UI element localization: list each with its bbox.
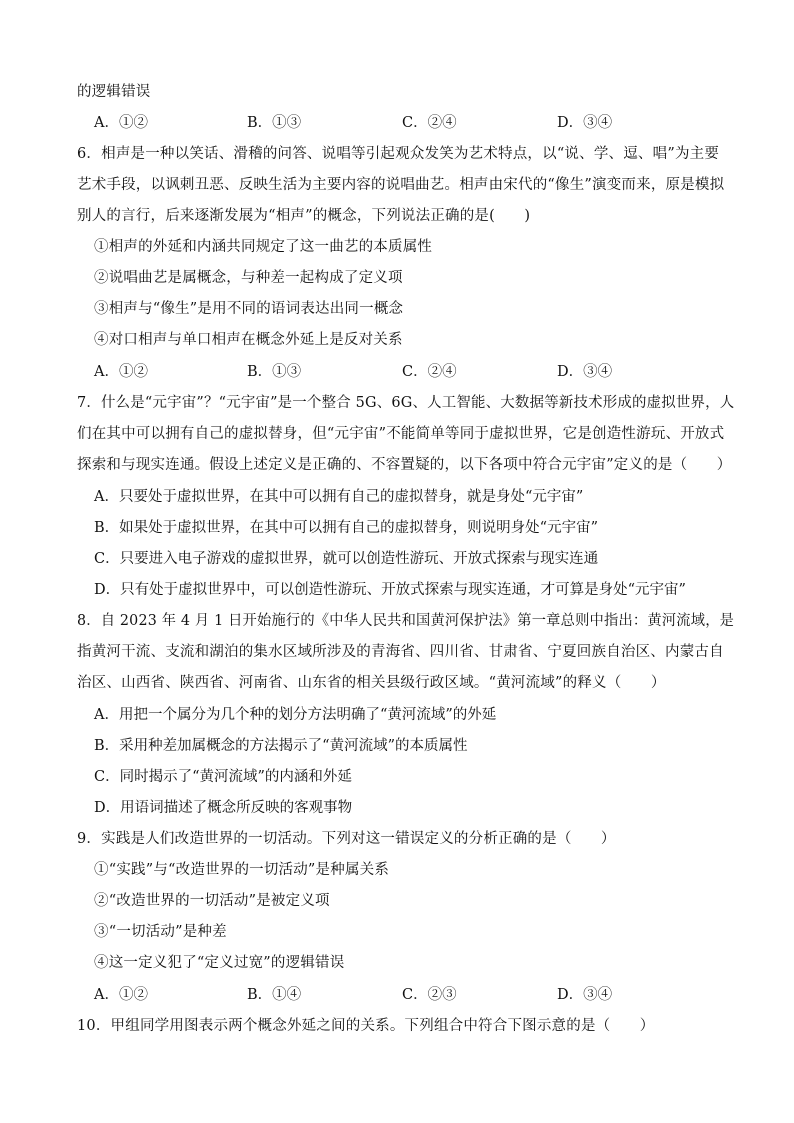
q7-stem-line-2: 们在其中可以拥有自己的虚拟替身，但“元宇宙”不能简单等同于虚拟世界，它是创造性游玩、开放式 — [77, 426, 725, 442]
q8-stem-line-3: 治区、山西省、陕西省、河南省、山东省的相关县级行政区域。“黄河流域”的释义（ ） — [77, 675, 666, 691]
q9-item-2: ②“改造世界的一切活动”是被定义项 — [94, 893, 330, 909]
q6-stem-line-1: 6．相声是一种以笑话、滑稽的问答、说唱等引起观众发笑为艺术特点，以“说、学、逗、唱”为主要 — [77, 146, 720, 162]
q9-item-1: ①“实践”与“改造世界的一切活动”是种属关系 — [94, 862, 390, 878]
q5-option-a[interactable]: A．①② — [94, 115, 148, 131]
q9-option-b[interactable]: B．①④ — [247, 987, 302, 1003]
q9-option-d[interactable]: D．③④ — [557, 987, 613, 1003]
q7-option-c[interactable]: C．只要进入电子游戏的虚拟世界，就可以创造性游玩、开放式探索与现实连通 — [94, 551, 599, 567]
q5-option-c[interactable]: C．②④ — [402, 115, 457, 131]
q6-option-d[interactable]: D．③④ — [557, 364, 613, 380]
q8-option-c[interactable]: C．同时揭示了“黄河流域”的内涵和外延 — [94, 769, 352, 785]
q8-option-a[interactable]: A．用把一个属分为几个种的划分方法明确了“黄河流域”的外延 — [94, 707, 497, 723]
q9-option-a[interactable]: A．①② — [94, 987, 148, 1003]
q8-stem-line-2: 指黄河干流、支流和湖泊的集水区域所涉及的青海省、四川省、甘肃省、宁夏回族自治区、内蒙古自 — [77, 644, 724, 660]
q9-stem-line-1: 9．实践是人们改造世界的一切活动。下列对这一错误定义的分析正确的是（ ） — [77, 831, 616, 847]
q6-item-4: ④对口相声与单口相声在概念外延上是反对关系 — [94, 332, 403, 348]
q6-stem-line-2: 艺术手段，以讽刺丑恶、反映生活为主要内容的说唱曲艺。相声由宋代的“像生”演变而来，原是模拟 — [77, 177, 725, 193]
q6-stem-line-3: 别人的言行，后来逐渐发展为“相声”的概念，下列说法正确的是( ) — [77, 208, 531, 224]
q9-option-c[interactable]: C．②③ — [402, 987, 457, 1003]
q7-stem-line-3: 探索和与现实连通。假设上述定义是正确的、不容置疑的，以下各项中符合元宇宙”定义的是（ ） — [77, 457, 732, 473]
q10-stem-line-1: 10．甲组同学用图表示两个概念外延之间的关系。下列组合中符合下图示意的是（ ） — [77, 1018, 655, 1034]
q6-option-a[interactable]: A．①② — [94, 364, 148, 380]
q5-option-d[interactable]: D．③④ — [557, 115, 613, 131]
q7-option-a[interactable]: A．只要处于虚拟世界，在其中可以拥有自己的虚拟替身，就是身处“元宇宙” — [94, 489, 584, 505]
q8-option-d[interactable]: D．用语词描述了概念所反映的客观事物 — [94, 800, 353, 816]
q6-item-1: ①相声的外延和内涵共同规定了这一曲艺的本质属性 — [94, 239, 433, 255]
q8-option-b[interactable]: B．采用种差加属概念的方法揭示了“黄河流域”的本质属性 — [94, 738, 468, 754]
q6-item-2: ②说唱曲艺是属概念，与种差一起构成了定义项 — [94, 270, 403, 286]
q8-stem-line-1: 8．自 2023 年 4 月 1 日开始施行的《中华人民共和国黄河保护法》第一章总则中指出：黄河流域，是 — [77, 613, 735, 629]
q7-option-d[interactable]: D．只有处于虚拟世界中，可以创造性游玩、开放式探索与现实连通，才可算是身处“元宇宙” — [94, 582, 686, 598]
q6-option-b[interactable]: B．①③ — [247, 364, 302, 380]
q5-tail: 的逻辑错误 — [77, 84, 151, 100]
q6-item-3: ③相声与“像生”是用不同的语词表达出同一概念 — [94, 301, 404, 317]
q6-option-c[interactable]: C．②④ — [402, 364, 457, 380]
q7-option-b[interactable]: B．如果处于虚拟世界，在其中可以拥有自己的虚拟替身，则说明身处“元宇宙” — [94, 520, 598, 536]
q9-item-3: ③“一切活动”是种差 — [94, 924, 227, 940]
q9-item-4: ④这一定义犯了“定义过宽”的逻辑错误 — [94, 955, 345, 971]
q5-option-b[interactable]: B．①③ — [247, 115, 302, 131]
q7-stem-line-1: 7．什么是“元宇宙”？“元宇宙”是一个整合 5G、6G、人工智能、大数据等新技术形成的虚拟世界，人 — [77, 395, 735, 411]
